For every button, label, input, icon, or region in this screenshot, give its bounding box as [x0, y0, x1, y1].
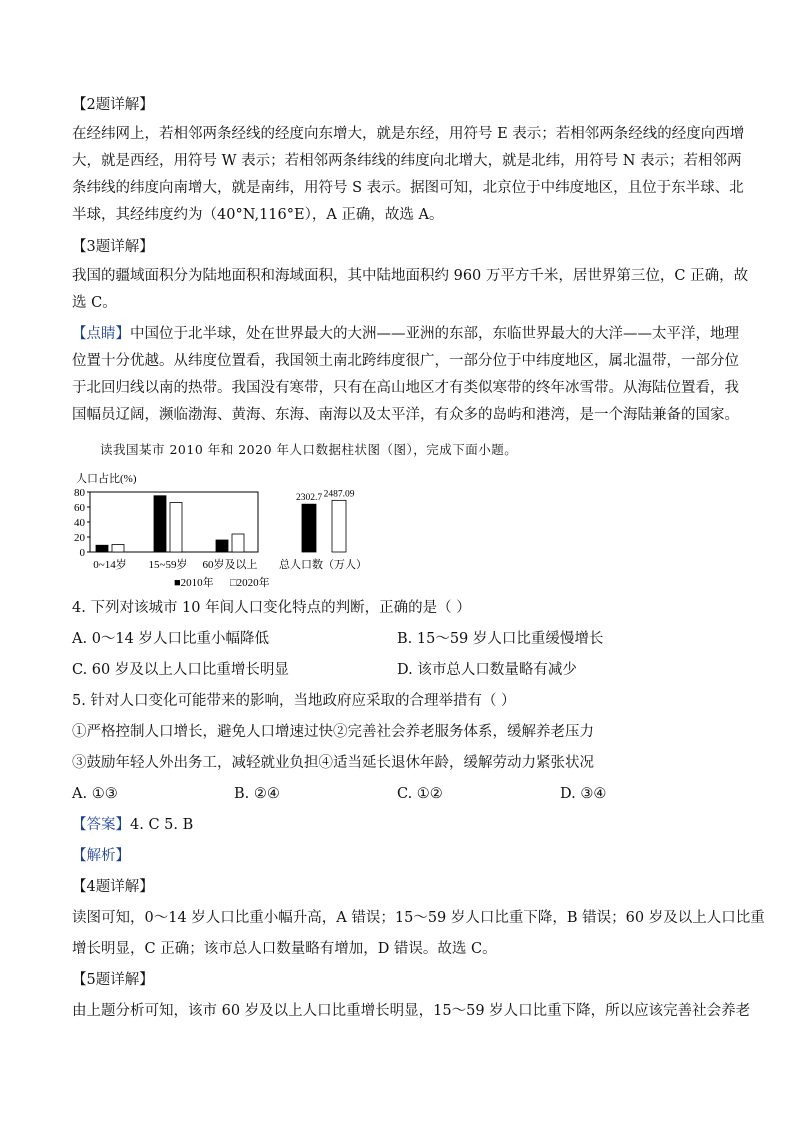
tip-text-1: 中国位于北半球，处在世界最大的大洲——亚洲的东部，东临世界最大的大洋——太平洋，地理 — [130, 326, 739, 342]
q3-line-2: 选 C。 — [72, 295, 117, 311]
tip-line-2: 位置十分优越。从纬度位置看，我国领土南北跨纬度很广，一部分位于中纬度地区，属北温带，一部分位 — [72, 353, 739, 369]
q5-option-b: B. ②④ — [234, 786, 280, 802]
q4-option-b: B. 15～59 岁人口比重缓慢增长 — [397, 631, 604, 647]
q5-detail-line-1: 由上题分析可知，该市 60 岁及以上人口比重增长明显，15～59 岁人口比重下降，所以应该完善社会养老 — [72, 1003, 751, 1019]
bar-2-0 — [216, 540, 228, 552]
q2-line-3: 条纬线的纬度向南增大，就是南纬，用符号 S 表示。据图可知，北京位于中纬度地区，且位于东半球、北 — [72, 180, 744, 196]
q4-option-d: D. 该市总人口数量略有减少 — [397, 662, 577, 678]
q3-line-1: 我国的疆域面积分为陆地面积和海域面积，其中陆地面积约 960 万平方千米，居世界第三位，C 正确，故 — [72, 268, 749, 284]
q5-item-2: ③鼓励年轻人外出务工，减轻就业负担④适当延长退休年龄，缓解劳动力紧张状况 — [72, 755, 594, 771]
y-tick-label: 20 — [74, 532, 85, 544]
chart-legend — [174, 575, 270, 589]
q2-line-1: 在经纬网上，若相邻两条经线的经度向东增大，就是东经，用符号 E 表示；若相邻两条经线的经度向西增 — [72, 126, 745, 142]
y-axis-label: 人口占比(%) — [76, 473, 137, 485]
q5-stem: 5. 针对人口变化可能带来的影响，当地政府应采取的合理举措有（ ） — [72, 693, 516, 709]
q2-line-4: 半球，其经纬度约为（40°N,116°E），A 正确，故选 A。 — [72, 207, 444, 223]
left-chart-bars — [96, 496, 244, 552]
answer-label: 【答案】 — [72, 817, 130, 833]
analysis-label: 【解析】 — [72, 848, 130, 864]
y-tick-label: 40 — [74, 517, 85, 529]
population-chart — [72, 470, 392, 590]
bar-0-0 — [96, 545, 108, 552]
category-label: 0~14岁 — [93, 559, 127, 571]
q5-item-1: ①严格控制人口增长，避免人口增速过快②完善社会养老服务体系，缓解养老压力 — [72, 724, 594, 740]
q5-detail-heading: 【5题详解】 — [72, 972, 154, 988]
category-label: 60岁及以上 — [202, 559, 258, 571]
tip-line-1 — [72, 324, 739, 344]
tip-label: 【点睛】 — [72, 326, 130, 342]
answer-line — [72, 815, 724, 835]
q4-option-c: C. 60 岁及以上人口比重增长明显 — [72, 662, 289, 678]
category-label: 15~59岁 — [148, 559, 188, 571]
q4-stem: 4. 下列对该城市 10 年间人口变化特点的判断，正确的是（ ） — [72, 600, 471, 616]
q4-option-a: A. 0～14 岁人口比重小幅降低 — [72, 631, 269, 647]
tip-line-4: 国幅员辽阔，濒临渤海、黄海、东海、南海以及太平洋，有众多的岛屿和港湾，是一个海陆兼备的国家。 — [72, 407, 739, 423]
q3-heading: 【3题详解】 — [72, 239, 154, 255]
q2-heading: 【2题详解】 — [72, 97, 154, 113]
q5-option-d: D. ③④ — [560, 786, 607, 802]
tip-line-3: 于北回归线以南的热带。我国没有寒带，只有在高山地区才有类似寒带的终年冰雪带。从海陆位置看，我 — [72, 380, 739, 396]
bar-1-0 — [154, 496, 166, 552]
q4-detail-heading: 【4题详解】 — [72, 879, 154, 895]
total-bar-label-0: 2302.7 — [295, 493, 323, 504]
q4-detail-line-1: 读图可知，0～14 岁人口比重小幅升高，A 错误；15～59 岁人口比重下降，B 错误；60 岁及以上人口比重 — [72, 910, 765, 926]
total-category-label: 总人口数（万人） — [279, 559, 367, 571]
q5-option-a: A. ①③ — [72, 786, 118, 802]
total-bar-1 — [332, 500, 346, 552]
bar-0-1 — [112, 545, 124, 553]
answer-text: 4. C 5. B — [130, 817, 194, 833]
chart-intro: 读我国某市 2010 年和 2020 年人口数据柱状图（图），完成下面小题。 — [100, 442, 518, 457]
right-chart-bars — [296, 489, 355, 552]
q4-detail-line-2: 增长明显，C 正确；该市总人口数量略有增加，D 错误。故选 C。 — [72, 941, 497, 957]
total-bar-label-1: 2487.09 — [323, 489, 355, 500]
bar-1-1 — [170, 503, 182, 553]
legend-2010: ■2010年 — [174, 577, 214, 589]
y-tick-label: 80 — [74, 487, 85, 499]
legend-2020: □2020年 — [230, 577, 270, 589]
y-tick-label: 0 — [79, 547, 85, 559]
total-bar-0 — [302, 504, 316, 552]
population-chart-svg — [72, 470, 392, 590]
q5-option-c: C. ①② — [397, 786, 443, 802]
bar-2-1 — [232, 534, 244, 552]
category-labels — [93, 557, 367, 571]
y-tick-label: 60 — [74, 502, 85, 514]
q2-line-2: 大，就是西经，用符号 W 表示；若相邻两条纬线的纬度向北增大，就是北纬，用符号 N 表示；若相邻两 — [72, 153, 742, 169]
